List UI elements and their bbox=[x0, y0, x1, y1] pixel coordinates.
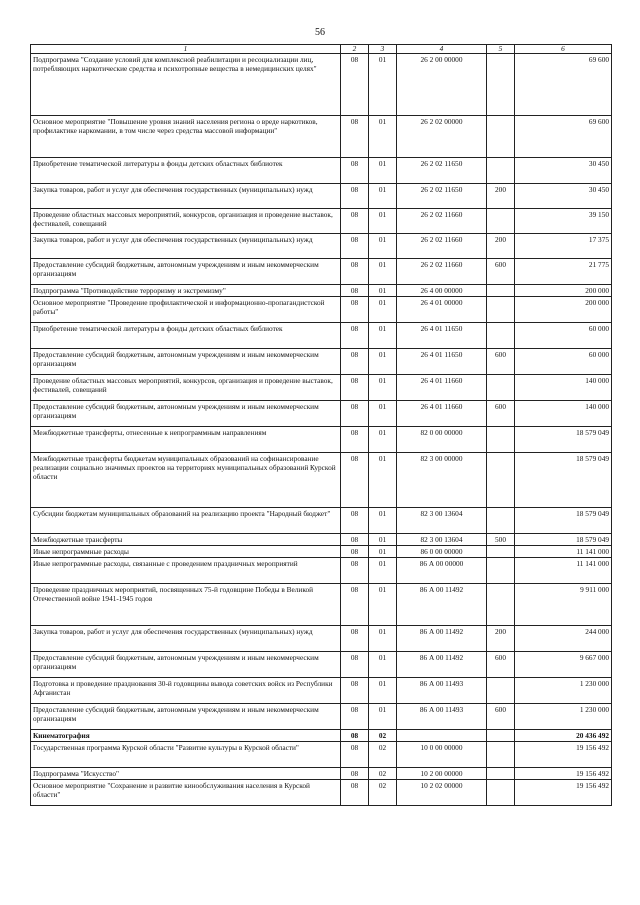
row-subsection: 01 bbox=[369, 209, 397, 234]
table-row bbox=[31, 323, 612, 349]
row-expense-type bbox=[487, 546, 515, 558]
row-name: Закупка товаров, работ и услуг для обеспечения государственных (муниципальных) нужд bbox=[31, 184, 341, 209]
row-target-article: 86 0 00 00000 bbox=[397, 546, 487, 558]
table-row bbox=[31, 375, 612, 401]
row-amount: 140 000 bbox=[515, 401, 612, 427]
row-target-article: 86 А 00 11492 bbox=[397, 626, 487, 652]
row-amount: 1 230 000 bbox=[515, 678, 612, 704]
row-name: Предоставление субсидий бюджетным, автономным учреждениям и иным некоммерческим организациям bbox=[31, 349, 341, 375]
row-expense-type bbox=[487, 584, 515, 626]
row-subsection: 01 bbox=[369, 584, 397, 626]
row-section: 08 bbox=[341, 323, 369, 349]
row-name: Государственная программа Курской области "Развитие культуры в Курской области" bbox=[31, 742, 341, 768]
table-row bbox=[31, 626, 612, 652]
row-subsection: 01 bbox=[369, 259, 397, 285]
row-section: 08 bbox=[341, 297, 369, 323]
row-expense-type: 200 bbox=[487, 234, 515, 259]
table-row bbox=[31, 534, 612, 546]
row-section: 08 bbox=[341, 234, 369, 259]
row-target-article: 10 2 00 00000 bbox=[397, 768, 487, 780]
table-row bbox=[31, 742, 612, 768]
row-subsection: 01 bbox=[369, 401, 397, 427]
row-section: 08 bbox=[341, 453, 369, 508]
row-amount: 9 667 000 bbox=[515, 652, 612, 678]
col-header-3: 3 bbox=[369, 45, 397, 54]
row-target-article: 82 3 00 13604 bbox=[397, 508, 487, 534]
row-section: 08 bbox=[341, 259, 369, 285]
row-expense-type: 600 bbox=[487, 259, 515, 285]
table-row bbox=[31, 401, 612, 427]
row-target-article: 26 4 01 11660 bbox=[397, 401, 487, 427]
col-header-5: 5 bbox=[487, 45, 515, 54]
row-target-article bbox=[397, 730, 487, 742]
table-row bbox=[31, 349, 612, 375]
row-amount: 200 000 bbox=[515, 297, 612, 323]
row-section: 08 bbox=[341, 558, 369, 584]
row-expense-type: 600 bbox=[487, 652, 515, 678]
row-amount: 69 600 bbox=[515, 54, 612, 116]
table-row bbox=[31, 297, 612, 323]
row-amount: 18 579 049 bbox=[515, 427, 612, 453]
row-target-article: 86 А 00 11492 bbox=[397, 652, 487, 678]
table-row bbox=[31, 730, 612, 742]
col-header-2: 2 bbox=[341, 45, 369, 54]
row-subsection: 01 bbox=[369, 678, 397, 704]
row-section: 08 bbox=[341, 349, 369, 375]
row-amount: 19 156 492 bbox=[515, 742, 612, 768]
row-subsection: 01 bbox=[369, 285, 397, 297]
row-target-article: 26 2 00 00000 bbox=[397, 54, 487, 116]
row-target-article: 82 3 00 13604 bbox=[397, 534, 487, 546]
table-row bbox=[31, 209, 612, 234]
row-name: Предоставление субсидий бюджетным, автономным учреждениям и иным некоммерческим организациям bbox=[31, 259, 341, 285]
row-name: Основное мероприятие "Сохранение и развитие кинообслуживания населения в Курской области" bbox=[31, 780, 341, 806]
row-expense-type: 600 bbox=[487, 401, 515, 427]
row-name: Подпрограмма "Создание условий для комплексной реабилитации и ресоциализации лиц, потребляющих наркотические средства и психотропные вещества в немедицинских целях" bbox=[31, 54, 341, 116]
row-name: Проведение праздничных мероприятий, посвященных 75-й годовщине Победы в Великой Отечественной войне 1941-1945 годов bbox=[31, 584, 341, 626]
row-name: Подпрограмма "Противодействие терроризму и экстремизму" bbox=[31, 285, 341, 297]
row-subsection: 01 bbox=[369, 184, 397, 209]
row-subsection: 01 bbox=[369, 297, 397, 323]
row-name: Межбюджетные трансферты bbox=[31, 534, 341, 546]
row-subsection: 01 bbox=[369, 349, 397, 375]
row-amount: 69 600 bbox=[515, 116, 612, 158]
table-row bbox=[31, 285, 612, 297]
table-row bbox=[31, 546, 612, 558]
row-name: Предоставление субсидий бюджетным, автономным учреждениям и иным некоммерческим организациям bbox=[31, 401, 341, 427]
row-section: 08 bbox=[341, 209, 369, 234]
table-row bbox=[31, 678, 612, 704]
table-row bbox=[31, 184, 612, 209]
row-section: 08 bbox=[341, 768, 369, 780]
row-target-article: 86 А 00 11492 bbox=[397, 584, 487, 626]
row-expense-type bbox=[487, 453, 515, 508]
row-expense-type bbox=[487, 375, 515, 401]
row-section: 08 bbox=[341, 742, 369, 768]
table-row bbox=[31, 780, 612, 806]
row-section: 08 bbox=[341, 678, 369, 704]
row-subsection: 01 bbox=[369, 234, 397, 259]
row-name: Субсидии бюджетам муниципальных образований на реализацию проекта "Народный бюджет" bbox=[31, 508, 341, 534]
row-subsection: 01 bbox=[369, 704, 397, 730]
row-amount: 30 450 bbox=[515, 158, 612, 184]
row-amount: 244 000 bbox=[515, 626, 612, 652]
row-amount: 21 775 bbox=[515, 259, 612, 285]
row-amount: 18 579 049 bbox=[515, 534, 612, 546]
row-subsection: 01 bbox=[369, 453, 397, 508]
row-name: Подпрограмма "Искусство" bbox=[31, 768, 341, 780]
row-name: Проведение областных массовых мероприятий, конкурсов, организация и проведение выставок, фестивалей, совещаний bbox=[31, 209, 341, 234]
col-header-6: 6 bbox=[515, 45, 612, 54]
row-target-article: 26 4 01 00000 bbox=[397, 297, 487, 323]
row-target-article: 26 2 02 11650 bbox=[397, 184, 487, 209]
row-target-article: 82 3 00 00000 bbox=[397, 453, 487, 508]
row-expense-type bbox=[487, 285, 515, 297]
row-amount: 11 141 000 bbox=[515, 546, 612, 558]
row-name: Межбюджетные трансферты, отнесенные к непрограммным направлениям bbox=[31, 427, 341, 453]
row-subsection: 02 bbox=[369, 768, 397, 780]
row-target-article: 10 2 02 00000 bbox=[397, 780, 487, 806]
table-row bbox=[31, 54, 612, 116]
table-row bbox=[31, 427, 612, 453]
row-section: 08 bbox=[341, 704, 369, 730]
row-section: 08 bbox=[341, 534, 369, 546]
row-expense-type: 200 bbox=[487, 626, 515, 652]
row-section: 08 bbox=[341, 285, 369, 297]
row-target-article: 26 4 00 00000 bbox=[397, 285, 487, 297]
row-name: Приобретение тематической литературы в фонды детских областных библиотек bbox=[31, 158, 341, 184]
row-subsection: 02 bbox=[369, 780, 397, 806]
row-expense-type bbox=[487, 508, 515, 534]
row-name: Предоставление субсидий бюджетным, автономным учреждениям и иным некоммерческим организациям bbox=[31, 652, 341, 678]
row-target-article: 26 2 02 11660 bbox=[397, 259, 487, 285]
table-row bbox=[31, 453, 612, 508]
row-expense-type bbox=[487, 297, 515, 323]
row-amount: 19 156 492 bbox=[515, 780, 612, 806]
row-subsection: 01 bbox=[369, 427, 397, 453]
row-name: Кинематография bbox=[31, 730, 341, 742]
row-expense-type bbox=[487, 54, 515, 116]
row-name: Приобретение тематической литературы в фонды детских областных библиотек bbox=[31, 323, 341, 349]
row-target-article: 86 А 00 11493 bbox=[397, 704, 487, 730]
table-row bbox=[31, 704, 612, 730]
row-amount: 17 375 bbox=[515, 234, 612, 259]
row-target-article: 10 0 00 00000 bbox=[397, 742, 487, 768]
row-expense-type bbox=[487, 558, 515, 584]
row-expense-type bbox=[487, 742, 515, 768]
table-row bbox=[31, 158, 612, 184]
row-target-article: 26 2 02 11660 bbox=[397, 209, 487, 234]
row-subsection: 01 bbox=[369, 323, 397, 349]
row-subsection: 01 bbox=[369, 158, 397, 184]
row-subsection: 01 bbox=[369, 534, 397, 546]
row-amount: 20 436 492 bbox=[515, 730, 612, 742]
row-section: 08 bbox=[341, 584, 369, 626]
row-subsection: 01 bbox=[369, 116, 397, 158]
row-expense-type bbox=[487, 209, 515, 234]
row-amount: 140 000 bbox=[515, 375, 612, 401]
row-expense-type bbox=[487, 158, 515, 184]
row-expense-type: 200 bbox=[487, 184, 515, 209]
row-amount: 30 450 bbox=[515, 184, 612, 209]
row-section: 08 bbox=[341, 508, 369, 534]
row-target-article: 86 А 00 11493 bbox=[397, 678, 487, 704]
table-row bbox=[31, 234, 612, 259]
row-expense-type bbox=[487, 678, 515, 704]
page-number: 56 bbox=[315, 27, 325, 38]
row-target-article: 26 2 02 11660 bbox=[397, 234, 487, 259]
table-row bbox=[31, 259, 612, 285]
row-subsection: 01 bbox=[369, 652, 397, 678]
row-subsection: 01 bbox=[369, 54, 397, 116]
table-row bbox=[31, 768, 612, 780]
row-expense-type bbox=[487, 780, 515, 806]
row-subsection: 02 bbox=[369, 730, 397, 742]
row-name: Закупка товаров, работ и услуг для обеспечения государственных (муниципальных) нужд bbox=[31, 626, 341, 652]
row-target-article: 26 2 02 00000 bbox=[397, 116, 487, 158]
row-amount: 19 156 492 bbox=[515, 768, 612, 780]
row-section: 08 bbox=[341, 184, 369, 209]
row-section: 08 bbox=[341, 158, 369, 184]
table-row bbox=[31, 116, 612, 158]
row-section: 08 bbox=[341, 375, 369, 401]
row-name: Подготовка и проведение празднования 30-й годовщины вывода советских войск из Республики Афганистан bbox=[31, 678, 341, 704]
row-section: 08 bbox=[341, 626, 369, 652]
row-expense-type: 600 bbox=[487, 349, 515, 375]
row-name: Иные непрограммные расходы, связанные с проведением праздничных мероприятий bbox=[31, 558, 341, 584]
table-row bbox=[31, 508, 612, 534]
header-row bbox=[31, 45, 612, 54]
row-section: 08 bbox=[341, 780, 369, 806]
row-name: Проведение областных массовых мероприятий, конкурсов, организация и проведение выставок, фестивалей, совещаний bbox=[31, 375, 341, 401]
row-subsection: 02 bbox=[369, 742, 397, 768]
col-header-1: 1 bbox=[31, 45, 341, 54]
row-name: Основное мероприятие "Повышение уровня знаний населения региона о вреде наркотиков, профилактике наркомании, в том числе через средства массовой информации" bbox=[31, 116, 341, 158]
row-subsection: 01 bbox=[369, 375, 397, 401]
table-row bbox=[31, 652, 612, 678]
row-target-article: 26 2 02 11650 bbox=[397, 158, 487, 184]
row-amount: 1 230 000 bbox=[515, 704, 612, 730]
row-section: 08 bbox=[341, 54, 369, 116]
row-amount: 200 000 bbox=[515, 285, 612, 297]
row-amount: 11 141 000 bbox=[515, 558, 612, 584]
table-row bbox=[31, 558, 612, 584]
row-name: Предоставление субсидий бюджетным, автономным учреждениям и иным некоммерческим организациям bbox=[31, 704, 341, 730]
col-header-4: 4 bbox=[397, 45, 487, 54]
row-amount: 18 579 049 bbox=[515, 508, 612, 534]
row-amount: 60 000 bbox=[515, 323, 612, 349]
row-section: 08 bbox=[341, 401, 369, 427]
row-expense-type: 500 bbox=[487, 534, 515, 546]
row-subsection: 01 bbox=[369, 508, 397, 534]
row-target-article: 26 4 01 11650 bbox=[397, 323, 487, 349]
row-expense-type bbox=[487, 323, 515, 349]
row-target-article: 26 4 01 11660 bbox=[397, 375, 487, 401]
row-name: Иные непрограммные расходы bbox=[31, 546, 341, 558]
row-expense-type: 600 bbox=[487, 704, 515, 730]
row-amount: 9 911 000 bbox=[515, 584, 612, 626]
row-expense-type bbox=[487, 768, 515, 780]
row-target-article: 86 А 00 00000 bbox=[397, 558, 487, 584]
table-row bbox=[31, 584, 612, 626]
row-amount: 60 000 bbox=[515, 349, 612, 375]
row-expense-type bbox=[487, 730, 515, 742]
row-expense-type bbox=[487, 116, 515, 158]
row-target-article: 26 4 01 11650 bbox=[397, 349, 487, 375]
row-subsection: 01 bbox=[369, 558, 397, 584]
row-section: 08 bbox=[341, 427, 369, 453]
row-expense-type bbox=[487, 427, 515, 453]
row-amount: 18 579 049 bbox=[515, 453, 612, 508]
row-name: Закупка товаров, работ и услуг для обеспечения государственных (муниципальных) нужд bbox=[31, 234, 341, 259]
row-section: 08 bbox=[341, 546, 369, 558]
budget-table bbox=[30, 44, 612, 806]
row-amount: 39 150 bbox=[515, 209, 612, 234]
row-name: Межбюджетные трансферты бюджетам муниципальных образований на софинансирование реализации социально значимых проектов на территориях муниципальных образований Курской области bbox=[31, 453, 341, 508]
row-name: Основное мероприятие "Проведение профилактической и информационно-пропагандистской работы" bbox=[31, 297, 341, 323]
row-target-article: 82 0 00 00000 bbox=[397, 427, 487, 453]
row-subsection: 01 bbox=[369, 546, 397, 558]
row-section: 08 bbox=[341, 116, 369, 158]
row-subsection: 01 bbox=[369, 626, 397, 652]
row-section: 08 bbox=[341, 652, 369, 678]
row-section: 08 bbox=[341, 730, 369, 742]
